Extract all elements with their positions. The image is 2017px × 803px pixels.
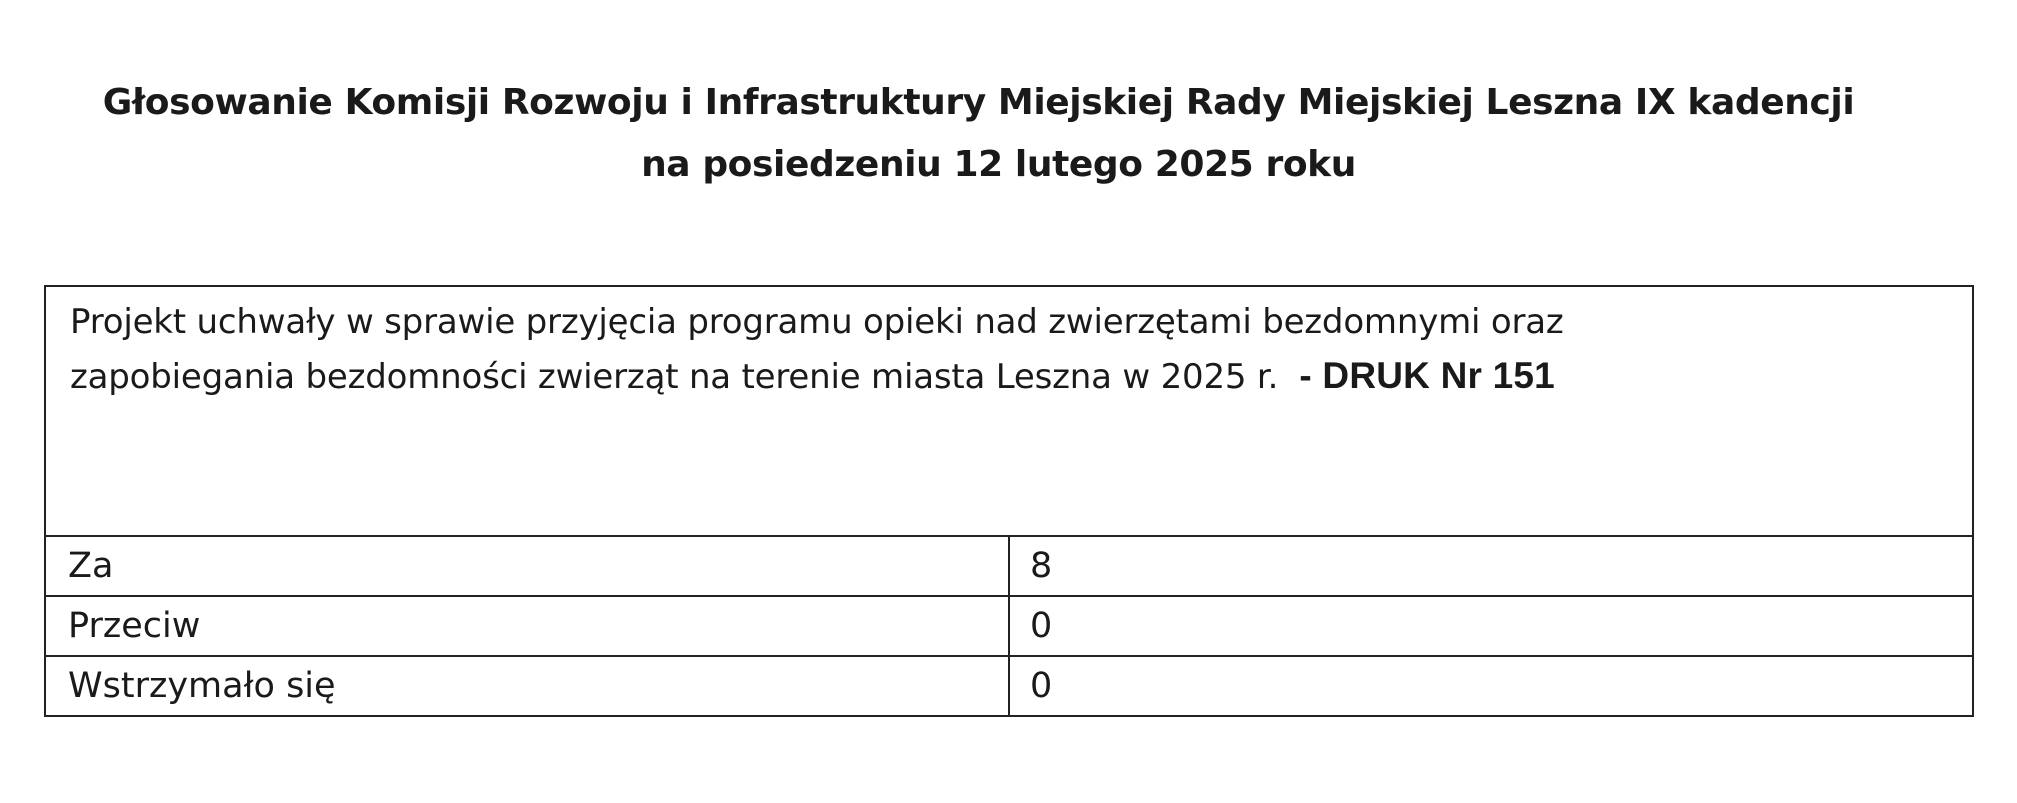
vote-value-abstain: 0 (1009, 656, 1973, 716)
vote-label-for: Za (45, 536, 1009, 596)
resolution-text-line-1: Projekt uchwały w sprawie przyjęcia programu opieki nad zwierzętami bezdomnymi oraz (70, 302, 1564, 342)
vote-row-against (45, 596, 1973, 656)
resolution-text-line-2: zapobiegania bezdomności zwierząt na terenie miasta Leszna w 2025 r. (70, 357, 1279, 397)
vote-label-against: Przeciw (45, 596, 1009, 656)
vote-results-table (44, 285, 1974, 717)
resolution-description (45, 286, 1973, 536)
document-title (0, 72, 2017, 196)
resolution-row (45, 286, 1973, 536)
title-line-2: na posiedzeniu 12 lutego 2025 roku (641, 144, 1356, 185)
vote-row-for (45, 536, 1973, 596)
vote-value-for: 8 (1009, 536, 1973, 596)
title-line-1: Głosowanie Komisji Rozwoju i Infrastruktury Miejskiej Rady Miejskiej Leszna IX kadencji (102, 82, 1855, 123)
druk-number: - DRUK Nr 151 (1299, 355, 1555, 396)
vote-label-abstain: Wstrzymało się (45, 656, 1009, 716)
vote-value-against: 0 (1009, 596, 1973, 656)
vote-row-abstain (45, 656, 1973, 716)
